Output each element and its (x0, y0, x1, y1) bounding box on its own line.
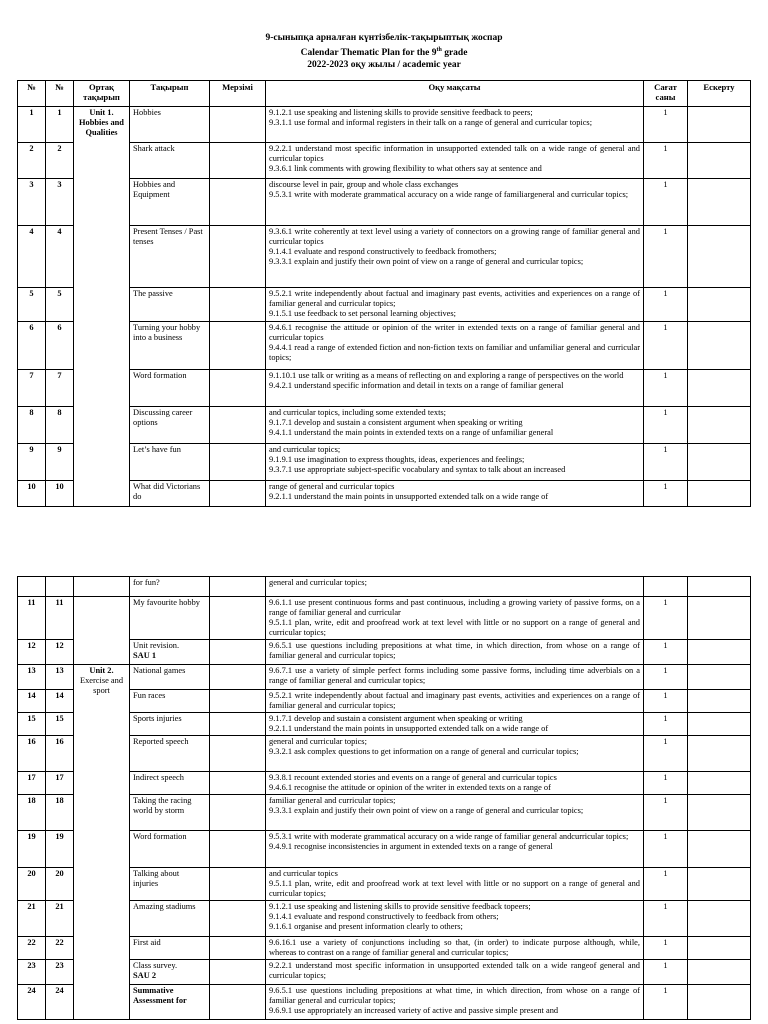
objective-cell (266, 713, 644, 736)
row-number: 4 (18, 226, 46, 288)
hours-cell: 1 (644, 444, 688, 481)
objective-line: and curricular topics, including some extended texts; (269, 408, 446, 417)
objective-cell (266, 640, 644, 665)
lesson-number: 13 (46, 665, 74, 690)
date-cell (210, 713, 266, 736)
thematic-plan-table-2 (17, 576, 751, 1020)
objective-line: 9.2.2.1 understand most specific information in unsupported extended talk on a wide range of general and curricular topics (269, 144, 640, 163)
topic-cell (130, 831, 210, 868)
unit-label: Unit 1. (89, 108, 114, 117)
objective-line: 9.2.1.1 understand the main points in unsupported extended talk on a wide range of (269, 492, 549, 501)
lesson-number: 8 (46, 407, 74, 444)
note-cell (688, 736, 751, 772)
row-number: 19 (18, 831, 46, 868)
lesson-number: 2 (46, 143, 74, 179)
topic-cell: The passive (130, 288, 210, 322)
objective-cell (266, 665, 644, 690)
hours-cell: 1 (644, 960, 688, 985)
lesson-number: 22 (46, 937, 74, 960)
header-title-kazakh: 9-сыныпқа арналған күнтізбелік-тақырыптық жоспар (265, 33, 503, 43)
row-number: 6 (18, 322, 46, 370)
objective-line: 9.2.2.1 understand most specific information in unsupported extended talk on a wide rangeof general and curricular topics; (269, 961, 640, 980)
objective-cell (266, 772, 644, 795)
note-cell (688, 407, 751, 444)
objective-line: discourse level in pair, group and whole class exchanges (269, 180, 459, 189)
lesson-number: 16 (46, 736, 74, 772)
common-topic-cell (74, 577, 130, 597)
objective-line: 9.3.7.1 use appropriate subject-specific vocabulary and syntax to talk about an increased (269, 465, 566, 474)
note-cell (688, 640, 751, 665)
objective-line: general and curricular topics; (269, 737, 367, 746)
objective-line: 9.6.7.1 use a variety of simple perfect forms including some passive forms, including time adverbials on a range of familiar general and curricular topics; (269, 666, 640, 685)
lesson-number: 23 (46, 960, 74, 985)
column-header-common-topic: Ортақ тақырып (74, 81, 130, 107)
topic-cell (130, 868, 210, 901)
topic-cell: Present Tenses / Past tenses (130, 226, 210, 288)
hours-cell: 1 (644, 713, 688, 736)
note-cell (688, 143, 751, 179)
topic-cell: Turning your hobby into a business (130, 322, 210, 370)
common-topic-cell (74, 107, 130, 507)
date-cell (210, 577, 266, 597)
column-header-number: № (18, 81, 46, 107)
topic-text: First aid (133, 938, 161, 947)
column-header-date: Мерзімі (210, 81, 266, 107)
hours-cell: 1 (644, 665, 688, 690)
date-cell (210, 868, 266, 901)
column-header-hours: Сағат саны (644, 81, 688, 107)
objective-line: 9.3.6.1 write coherently at text level using a variety of connectors on a growing range of familiar general and curricular topics (269, 227, 640, 246)
note-cell (688, 901, 751, 937)
lesson-number: 5 (46, 288, 74, 322)
row-number: 22 (18, 937, 46, 960)
objective-line: 9.3.8.1 recount extended stories and events on a range of general and curricular topics (269, 773, 557, 782)
date-cell (210, 288, 266, 322)
objective-line: 9.4.4.1 read a range of extended fiction and non-fiction texts on familiar and unfamiliar general and curricular topics; (269, 343, 640, 362)
row-number: 11 (18, 597, 46, 640)
objective-line: 9.1.7.1 develop and sustain a consistent argument when speaking or writing (269, 418, 523, 427)
lesson-number: 19 (46, 831, 74, 868)
date-cell (210, 640, 266, 665)
lesson-number: 18 (46, 795, 74, 831)
date-cell (210, 736, 266, 772)
objective-cell (266, 901, 644, 937)
note-cell (688, 226, 751, 288)
topic-text: Class survey. (133, 961, 178, 970)
lesson-number: 10 (46, 481, 74, 507)
date-cell (210, 597, 266, 640)
topic-text: Talking about injuries (133, 869, 180, 888)
lesson-number: 7 (46, 370, 74, 407)
common-topic-cell (74, 597, 130, 665)
objective-line: 9.1.2.1 use speaking and listening skills to provide sensitive feedback topeers; (269, 902, 531, 911)
row-number: 15 (18, 713, 46, 736)
topic-cell (130, 937, 210, 960)
continuation-row (18, 577, 751, 597)
objective-cell (266, 690, 644, 713)
objective-cell (266, 407, 644, 444)
row-number (18, 577, 46, 597)
objective-line: 9.1.7.1 develop and sustain a consistent argument when speaking or writing (269, 714, 523, 723)
note-cell (688, 713, 751, 736)
objective-line: 9.5.3.1 write with moderate grammatical accuracy on a wide range of familiar general andcurricular topics; (269, 832, 629, 841)
note-cell (688, 795, 751, 831)
objective-cell (266, 107, 644, 143)
topic-cell: Shark attack (130, 143, 210, 179)
hours-cell: 1 (644, 288, 688, 322)
objective-line: 9.5.2.1 write independently about factual and imaginary past events, activities and experiences on a range of familiar general and curricular topics; (269, 691, 640, 710)
row-number: 12 (18, 640, 46, 665)
topic-cell: for fun? (130, 577, 210, 597)
row-number: 10 (18, 481, 46, 507)
row-number: 5 (18, 288, 46, 322)
objective-cell (266, 370, 644, 407)
topic-text: Word formation (133, 832, 187, 841)
objective-line: 9.3.3.1 explain and justify their own point of view on a range of general and curricular topics; (269, 257, 584, 266)
lesson-number: 20 (46, 868, 74, 901)
objective-line: 9.3.2.1 ask complex questions to get information on a range of general and curricular topics; (269, 747, 579, 756)
topic-cell: Let’s have fun (130, 444, 210, 481)
date-cell (210, 690, 266, 713)
lesson-number: 4 (46, 226, 74, 288)
note-cell (688, 690, 751, 713)
hours-cell: 1 (644, 407, 688, 444)
topic-text: Indirect speech (133, 773, 184, 782)
hours-cell: 1 (644, 143, 688, 179)
note-cell (688, 444, 751, 481)
objective-line: 9.2.1.1 understand the main points in unsupported extended talk on a wide range of (269, 724, 549, 733)
date-cell (210, 444, 266, 481)
lesson-number: 1 (46, 107, 74, 143)
objective-cell (266, 322, 644, 370)
objective-cell (266, 736, 644, 772)
note-cell (688, 665, 751, 690)
note-cell (688, 481, 751, 507)
document-header (0, 32, 768, 71)
topic-text: Summative Assessment for (133, 986, 187, 1005)
topic-cell (130, 713, 210, 736)
row-number: 7 (18, 370, 46, 407)
objective-line: 9.1.9.1 use imagination to express thoughts, ideas, experiences and feelings; (269, 455, 525, 464)
topic-cell: Hobbies and Equipment (130, 179, 210, 226)
note-cell (688, 985, 751, 1020)
objective-cell (266, 288, 644, 322)
objective-line: and curricular topics; (269, 445, 341, 454)
topic-cell (130, 690, 210, 713)
note-cell (688, 831, 751, 868)
objective-cell (266, 795, 644, 831)
note-cell (688, 577, 751, 597)
objective-line: range of general and curricular topics (269, 482, 395, 491)
objective-line: and curricular topics (269, 869, 338, 878)
topic-cell (130, 736, 210, 772)
objective-line: 9.6.1.1 use present continuous forms and past continuous, including a growing variety of passive forms, on a range of familiar general and curricular (269, 598, 640, 617)
objective-line: 9.4.9.1 recognise inconsistencies in argument in extended texts on a range of general (269, 842, 553, 851)
date-cell (210, 143, 266, 179)
topic-text: National games (133, 666, 186, 675)
date-cell (210, 665, 266, 690)
hours-cell: 1 (644, 901, 688, 937)
objective-cell (266, 960, 644, 985)
topic-text: Taking the racing world by storm (133, 796, 192, 815)
topic-cell: Word formation (130, 370, 210, 407)
date-cell (210, 179, 266, 226)
hours-cell: 1 (644, 868, 688, 901)
hours-cell: 1 (644, 370, 688, 407)
topic-cell (130, 960, 210, 985)
row-number: 21 (18, 901, 46, 937)
objective-line: 9.5.3.1 write with moderate grammatical accuracy on a wide range of familiargeneral and curricular topics; (269, 190, 629, 199)
row-number: 3 (18, 179, 46, 226)
lesson-number: 21 (46, 901, 74, 937)
row-number: 2 (18, 143, 46, 179)
date-cell (210, 795, 266, 831)
hours-cell: 1 (644, 179, 688, 226)
hours-cell: 1 (644, 985, 688, 1020)
topic-cell (130, 795, 210, 831)
objective-cell (266, 577, 644, 597)
note-cell (688, 107, 751, 143)
lesson-number: 12 (46, 640, 74, 665)
lesson-number: 11 (46, 597, 74, 640)
date-cell (210, 831, 266, 868)
objective-line: 9.3.1.1 use formal and informal registers in their talk on a range of general and curricular topics; (269, 118, 593, 127)
topic-text: My favourite hobby (133, 598, 200, 607)
row-number: 16 (18, 736, 46, 772)
hours-cell: 1 (644, 226, 688, 288)
column-header-number-2: № (46, 81, 74, 107)
table-header-row (18, 81, 751, 107)
objective-line: 9.1.5.1 use feedback to set personal learning objectives; (269, 309, 456, 318)
objective-line: 9.5.1.1 plan, write, edit and proofread work at text level with little or no support on a range of general and curricular topics; (269, 618, 640, 637)
note-cell (688, 288, 751, 322)
objective-cell (266, 481, 644, 507)
header-title-text: Calendar Thematic Plan for the 9 (300, 48, 437, 59)
note-cell (688, 960, 751, 985)
lesson-number: 24 (46, 985, 74, 1020)
lesson-number (46, 577, 74, 597)
objective-line: 9.4.1.1 understand the main points in extended texts on a range of unfamiliar general (269, 428, 554, 437)
hours-cell: 1 (644, 831, 688, 868)
date-cell (210, 901, 266, 937)
row-number: 17 (18, 772, 46, 795)
unit-name: Exercise and sport (79, 676, 124, 695)
row-number: 8 (18, 407, 46, 444)
date-cell (210, 322, 266, 370)
hours-cell: 1 (644, 690, 688, 713)
objective-line: 9.5.2.1 write independently about factual and imaginary past events, activities and experiences on a range of familiar general and curricular topics; (269, 289, 640, 308)
header-title-sup: th (436, 47, 442, 53)
column-header-objective: Оқу мақсаты (266, 81, 644, 107)
row-number: 1 (18, 107, 46, 143)
hours-cell: 1 (644, 937, 688, 960)
date-cell (210, 960, 266, 985)
objective-cell (266, 597, 644, 640)
row-number: 20 (18, 868, 46, 901)
note-cell (688, 937, 751, 960)
column-header-note: Ескерту (688, 81, 751, 107)
lesson-number: 9 (46, 444, 74, 481)
date-cell (210, 407, 266, 444)
table-row (18, 597, 751, 640)
date-cell (210, 481, 266, 507)
topic-text: Unit revision. (133, 641, 180, 650)
objective-line: familiar general and curricular topics; (269, 796, 396, 805)
header-title-english (0, 44, 768, 59)
lesson-number: 6 (46, 322, 74, 370)
note-cell (688, 370, 751, 407)
topic-cell (130, 665, 210, 690)
thematic-plan-table-1 (17, 80, 751, 507)
unit-name: Hobbies and Qualities (79, 118, 124, 137)
objective-line: 9.4.6.1 recognise the attitude or opinion of the writer in extended texts on a range of (269, 783, 551, 792)
header-academic-year: 2022-2023 оқу жылы / academic year (307, 60, 461, 71)
date-cell (210, 772, 266, 795)
objective-line: 9.4.2.1 understand specific information and detail in texts on a range of familiar general (269, 381, 564, 390)
unit-label: Unit 2. (89, 666, 114, 675)
objective-line: 9.6.5.1 use questions including prepositions at what time, in which direction, from whose on a range of familiar general and curricular topics; (269, 641, 640, 660)
hours-cell: 1 (644, 107, 688, 143)
objective-line: 9.6.5.1 use questions including prepositions at what time, in which direction, from whose on a range of familiar general and curricular topics; (269, 986, 640, 1005)
row-number: 13 (18, 665, 46, 690)
objective-cell (266, 937, 644, 960)
objective-line: general and curricular topics; (269, 578, 367, 587)
topic-cell: What did Victorians do (130, 481, 210, 507)
note-cell (688, 868, 751, 901)
column-header-topic: Тақырып (130, 81, 210, 107)
common-topic-cell (74, 665, 130, 1020)
date-cell (210, 985, 266, 1020)
hours-cell: 1 (644, 736, 688, 772)
hours-cell (644, 577, 688, 597)
topic-cell (130, 985, 210, 1020)
objective-cell (266, 226, 644, 288)
objective-line: 9.5.1.1 plan, write, edit and proofread work at text level with little or no support on a range of general and curricular topics; (269, 879, 640, 898)
topic-assessment-label: SAU 1 (133, 651, 157, 660)
hours-cell: 1 (644, 322, 688, 370)
objective-line: 9.1.6.1 organise and present information clearly to others; (269, 922, 463, 931)
objective-cell (266, 985, 644, 1020)
note-cell (688, 597, 751, 640)
row-number: 24 (18, 985, 46, 1020)
hours-cell: 1 (644, 640, 688, 665)
topic-cell (130, 640, 210, 665)
objective-cell (266, 143, 644, 179)
lesson-number: 3 (46, 179, 74, 226)
topic-text: Sports injuries (133, 714, 182, 723)
note-cell (688, 179, 751, 226)
topic-cell (130, 901, 210, 937)
topic-cell: Hobbies (130, 107, 210, 143)
note-cell (688, 772, 751, 795)
objective-cell (266, 868, 644, 901)
table-row (18, 665, 751, 690)
objective-line: 9.4.6.1 recognise the attitude or opinion of the writer in extended texts on a range of familiar general and curricular topics (269, 323, 640, 342)
hours-cell: 1 (644, 481, 688, 507)
objective-line: 9.1.10.1 use talk or writing as a means of reflecting on and exploring a range of perspectives on the world (269, 371, 624, 380)
row-number: 14 (18, 690, 46, 713)
date-cell (210, 107, 266, 143)
topic-text: Fun races (133, 691, 166, 700)
objective-cell (266, 444, 644, 481)
date-cell (210, 226, 266, 288)
topic-cell (130, 597, 210, 640)
objective-line: 9.6.9.1 use appropriately an increased variety of active and passive simple present and (269, 1006, 559, 1015)
objective-line: 9.1.4.1 evaluate and respond constructively to feedback from others; (269, 912, 499, 921)
topic-text: Amazing stadiums (133, 902, 196, 911)
table-row (18, 107, 751, 143)
objective-line: 9.3.6.1 link comments with growing flexibility to what others say at sentence and (269, 164, 542, 173)
topic-text: Reported speech (133, 737, 189, 746)
objective-cell (266, 831, 644, 868)
hours-cell: 1 (644, 772, 688, 795)
lesson-number: 17 (46, 772, 74, 795)
hours-cell: 1 (644, 597, 688, 640)
row-number: 9 (18, 444, 46, 481)
lesson-number: 14 (46, 690, 74, 713)
header-title-end: grade (441, 48, 468, 59)
topic-cell (130, 772, 210, 795)
hours-cell: 1 (644, 795, 688, 831)
topic-assessment-label: SAU 2 (133, 971, 157, 980)
objective-line: 9.1.4.1 evaluate and respond constructively to feedback fromothers; (269, 247, 497, 256)
row-number: 23 (18, 960, 46, 985)
objective-line: 9.3.3.1 explain and justify their own point of view on a range of general and curricular topics; (269, 806, 584, 815)
objective-line: 9.1.2.1 use speaking and listening skills to provide sensitive feedback to peers; (269, 108, 533, 117)
lesson-number: 15 (46, 713, 74, 736)
date-cell (210, 937, 266, 960)
row-number: 18 (18, 795, 46, 831)
date-cell (210, 370, 266, 407)
note-cell (688, 322, 751, 370)
topic-cell: Discussing career options (130, 407, 210, 444)
objective-cell (266, 179, 644, 226)
objective-line: 9.6.16.1 use a variety of conjunctions including so that, (in order) to indicate purpose although, while, whereas to contrast on a range of familiar general and curricular topics; (269, 938, 640, 957)
